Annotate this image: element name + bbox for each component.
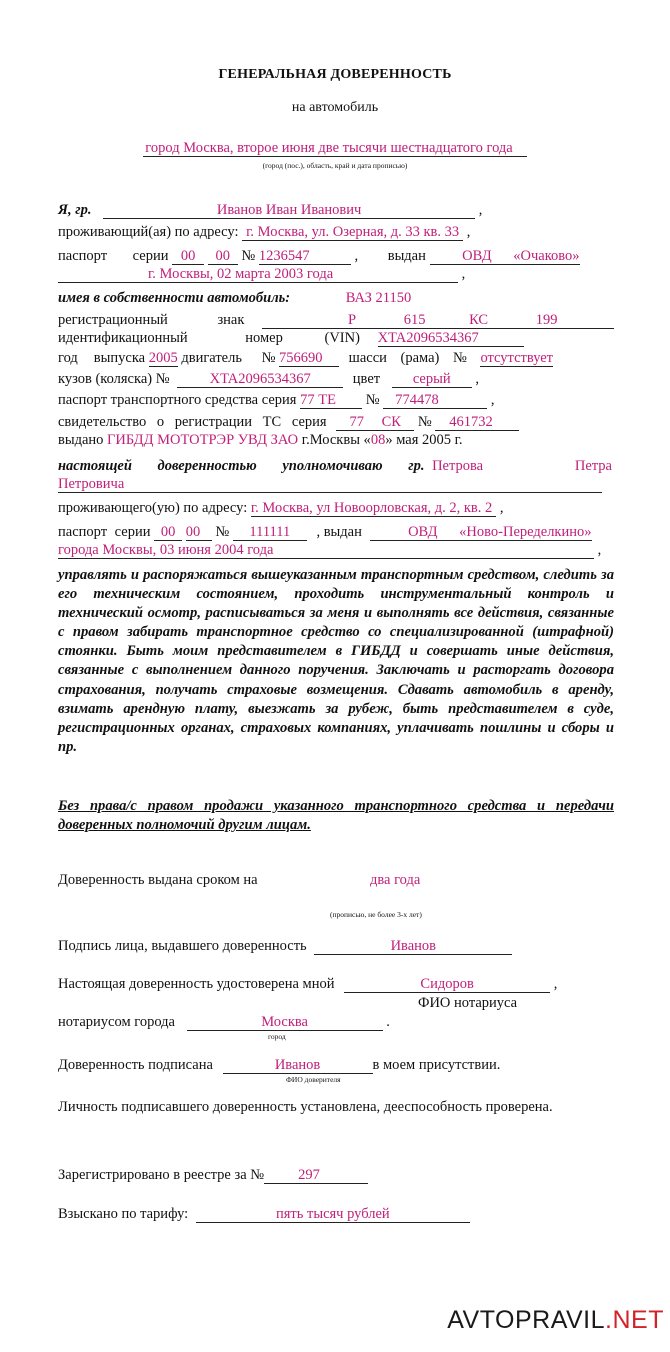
attorney-series-a: 00 bbox=[154, 525, 182, 541]
principal-line: Я, гр. Иванов Иван Иванович , bbox=[58, 202, 483, 218]
tariff-label: Взыскано по тарифу: bbox=[58, 1206, 189, 1222]
vehicle-pts-line: паспорт транспортного средства серия 77 ТЕ № 774478 , bbox=[58, 392, 495, 408]
vehicle-cert-issued-rest: » мая 2005 г. bbox=[385, 432, 463, 448]
place-date-caption: (город (пос.), область, край и дата прописью) bbox=[262, 161, 408, 170]
attorney-address: г. Москва, ул Новоорловская, д. 2, кв. 2 bbox=[251, 501, 496, 517]
vehicle-cert-issued-by: ГИБДД МОТОТРЭР УВД ЗАО bbox=[107, 432, 299, 448]
registry-value: 297 bbox=[264, 1168, 368, 1184]
vehicle-vin-label-3: (VIN) bbox=[324, 330, 360, 346]
attorney-label: настоящей доверенностью уполномочиваю гр. bbox=[58, 458, 425, 474]
principal-passport-line: паспорт серии 00 00 № 1236547 , выдан ОВД «Очаково» bbox=[58, 248, 580, 264]
vehicle-chassis-label: шасси (рама) № bbox=[348, 350, 467, 366]
vehicle-body: XTA2096534367 bbox=[177, 372, 343, 388]
place-date: город Москва, второе июня две тысячи шестнадцатого года bbox=[143, 141, 526, 157]
attorney-series-b: 00 bbox=[186, 525, 212, 541]
principal-address: г. Москва, ул. Озерная, д. 33 кв. 33 bbox=[242, 225, 463, 241]
vehicle-ownership-label: имея в собственности автомобиль: bbox=[58, 290, 291, 306]
vehicle-reg-line bbox=[58, 312, 614, 329]
tariff-line bbox=[58, 1206, 470, 1223]
principal-passport-label: паспорт bbox=[58, 248, 108, 264]
notary-value: Сидоров bbox=[344, 977, 550, 993]
vehicle-cert-number: 461732 bbox=[435, 415, 519, 431]
vehicle-body-label: кузов (коляска) № bbox=[58, 371, 170, 387]
attorney-passport-label: паспорт серии bbox=[58, 524, 151, 540]
vehicle-reg-plate bbox=[262, 313, 614, 329]
vehicle-vin-label-2: номер bbox=[245, 330, 283, 346]
principal-address-line: проживающий(ая) по адресу: г. Москва, ул. Озерная, д. 33 кв. 33 , bbox=[58, 224, 471, 240]
principal-issued-line2: г. Москвы, 02 марта 2003 года , bbox=[58, 266, 465, 283]
principal-label: Я, гр. bbox=[58, 202, 92, 218]
vehicle-pts-number: 774478 bbox=[383, 393, 487, 409]
vehicle-vin-label-1: идентификационный bbox=[58, 330, 188, 346]
tariff-value: пять тысяч рублей bbox=[196, 1207, 470, 1223]
document-subtitle: на автомобиль bbox=[291, 100, 379, 115]
attorney-issued-by-line2: города Москвы, 03 июня 2004 года bbox=[58, 543, 594, 559]
term-caption: (прописью, не более 3-х лет) bbox=[330, 910, 422, 919]
vehicle-model: ВАЗ 21150 bbox=[345, 290, 412, 306]
attorney-issued-line2: города Москвы, 03 июня 2004 года , bbox=[58, 542, 602, 558]
attorney-name-2: Петра bbox=[574, 458, 612, 474]
vehicle-engine-label: двигатель № bbox=[181, 350, 276, 366]
attorney-issued-by: ОВД «Ново-Переделкино» bbox=[370, 525, 592, 541]
signed-line bbox=[58, 1057, 500, 1074]
principal-series-b: 00 bbox=[208, 249, 238, 265]
signed-suffix: в моем присутствии. bbox=[372, 1057, 501, 1073]
vehicle-cert-line bbox=[58, 414, 519, 431]
term-value: два года bbox=[370, 872, 421, 888]
vehicle-vin-line bbox=[58, 330, 524, 347]
vehicle-cert-number-label: № bbox=[417, 414, 432, 430]
vehicle-body-line: кузов (коляска) № XTA2096534367 цвет серый , bbox=[58, 371, 479, 387]
vehicle-cert-series: 77 СК bbox=[336, 415, 414, 431]
vehicle-cert-label: свидетельство о регистрации ТС серия bbox=[58, 414, 327, 430]
vehicle-reg-part: Р bbox=[348, 312, 357, 328]
principal-issued-label: выдан bbox=[387, 248, 426, 264]
vehicle-cert-issued-label: выдано bbox=[58, 432, 104, 448]
notary-caption: ФИО нотариуса bbox=[418, 995, 518, 1011]
vehicle-ownership-line bbox=[58, 290, 411, 307]
attorney-name-line2 bbox=[58, 476, 602, 493]
document-title: ГЕНЕРАЛЬНАЯ ДОВЕРЕННОСТЬ bbox=[218, 67, 452, 82]
vehicle-cert-issued-city: г.Москвы « bbox=[301, 432, 371, 448]
attorney-passport-line bbox=[58, 524, 592, 541]
vehicle-chassis: отсутствует bbox=[480, 350, 554, 366]
registry-label: Зарегистрировано в реестре за № bbox=[58, 1167, 265, 1183]
vehicle-reg-part: 199 bbox=[535, 312, 558, 328]
vehicle-year: 2005 bbox=[148, 350, 178, 366]
principal-issued-by-line2: г. Москвы, 02 марта 2003 года bbox=[58, 267, 458, 283]
sale-right-paragraph: Без права/с правом продажи указанного транспортного средства и передачи доверенных полномочий другим лицам. bbox=[58, 798, 614, 834]
attorney-address-line: проживающего(ую) по адресу: г. Москва, ул Новоорловская, д. 2, кв. 2 , bbox=[58, 500, 504, 516]
attorney-name-1: Петрова bbox=[432, 458, 484, 474]
notary-label: Настоящая доверенность удостоверена мной bbox=[58, 976, 335, 992]
notary-line: Настоящая доверенность удостоверена мной Сидоров , bbox=[58, 976, 558, 992]
attorney-number: 111111 bbox=[233, 525, 307, 541]
principal-series-label: серии bbox=[132, 248, 169, 264]
powers-paragraph: управлять и распоряжаться вышеуказанным транспортным средством, следить за его техническим состоянием, проходить инструментальный контроль и технический осмотр, расписываться за меня и выполнять все действия, связанные с правом забирать транспортное средство со специализированной (штрафной) стоянки. Быть моим представителем в ГИБДД и совершать иные действия, связанные с выполнением данного поручения. Заключать и расторгать договора страхования, получать страховые возмещения. Сдавать автомобиль в аренду, взимать арендную плату, выезжать за рубеж, быть представителем в суде, регистрационных органах, страховых компаниях, уплачивать пошлины и сборы и пр. bbox=[58, 567, 614, 755]
vehicle-engine: 756690 bbox=[279, 351, 339, 367]
attorney-line bbox=[58, 458, 612, 475]
identity-text: Личность подписавшего доверенность установлена, дееспособность проверена. bbox=[58, 1099, 553, 1115]
vehicle-cert-issued-day: 08 bbox=[370, 432, 386, 448]
site-watermark bbox=[447, 1306, 664, 1335]
vehicle-color-label: цвет bbox=[352, 371, 381, 387]
watermark-name: AVTOPRAVIL bbox=[447, 1306, 606, 1334]
vehicle-reg-label: регистрационный знак bbox=[58, 312, 245, 328]
principal-number: 1236547 bbox=[259, 249, 351, 265]
vehicle-year-line: год выпуска 2005 двигатель № 756690 шасси (рама) № отсутствует bbox=[58, 350, 554, 366]
notary-city-label: нотариусом города bbox=[58, 1014, 175, 1030]
attorney-name-3: Петровича bbox=[58, 477, 602, 493]
attorney-issued-label: , выдан bbox=[316, 524, 362, 540]
vehicle-reg-part: КС bbox=[469, 312, 489, 328]
vehicle-pts-label: паспорт транспортного средства серия bbox=[58, 392, 297, 408]
vehicle-vin: XTA2096534367 bbox=[378, 331, 524, 347]
registry-line bbox=[58, 1167, 368, 1184]
principal-issued-by: ОВД «Очаково» bbox=[430, 249, 580, 265]
signer-line bbox=[58, 938, 512, 955]
signer-value: Иванов bbox=[314, 939, 512, 955]
signer-label: Подпись лица, выдавшего доверенность bbox=[58, 938, 307, 954]
vehicle-pts-series: 77 ТЕ bbox=[300, 393, 362, 409]
principal-name: Иванов Иван Иванович bbox=[103, 203, 475, 219]
notary-city-caption: город bbox=[268, 1032, 286, 1041]
signed-caption: ФИО доверителя bbox=[286, 1075, 341, 1084]
vehicle-cert-issued-line bbox=[58, 432, 463, 449]
vehicle-color: серый bbox=[392, 372, 472, 388]
principal-address-label: проживающий(ая) по адресу: bbox=[58, 224, 239, 240]
term-label: Доверенность выдана сроком на bbox=[58, 872, 258, 888]
attorney-address-label: проживающего(ую) по адресу: bbox=[58, 500, 248, 516]
principal-number-label: № bbox=[241, 248, 256, 264]
watermark-dot: . bbox=[605, 1306, 613, 1334]
signed-label: Доверенность подписана bbox=[58, 1057, 213, 1073]
watermark-tld: NET bbox=[612, 1306, 664, 1334]
notary-city: Москва bbox=[187, 1015, 383, 1031]
signed-value: Иванов bbox=[223, 1058, 373, 1074]
attorney-number-label: № bbox=[215, 524, 230, 540]
place-date-line bbox=[0, 139, 670, 157]
notary-city-line: нотариусом города Москва . bbox=[58, 1014, 390, 1030]
principal-series-a: 00 bbox=[172, 249, 204, 265]
vehicle-pts-number-label: № bbox=[365, 392, 380, 408]
vehicle-reg-part: 615 bbox=[403, 312, 426, 328]
